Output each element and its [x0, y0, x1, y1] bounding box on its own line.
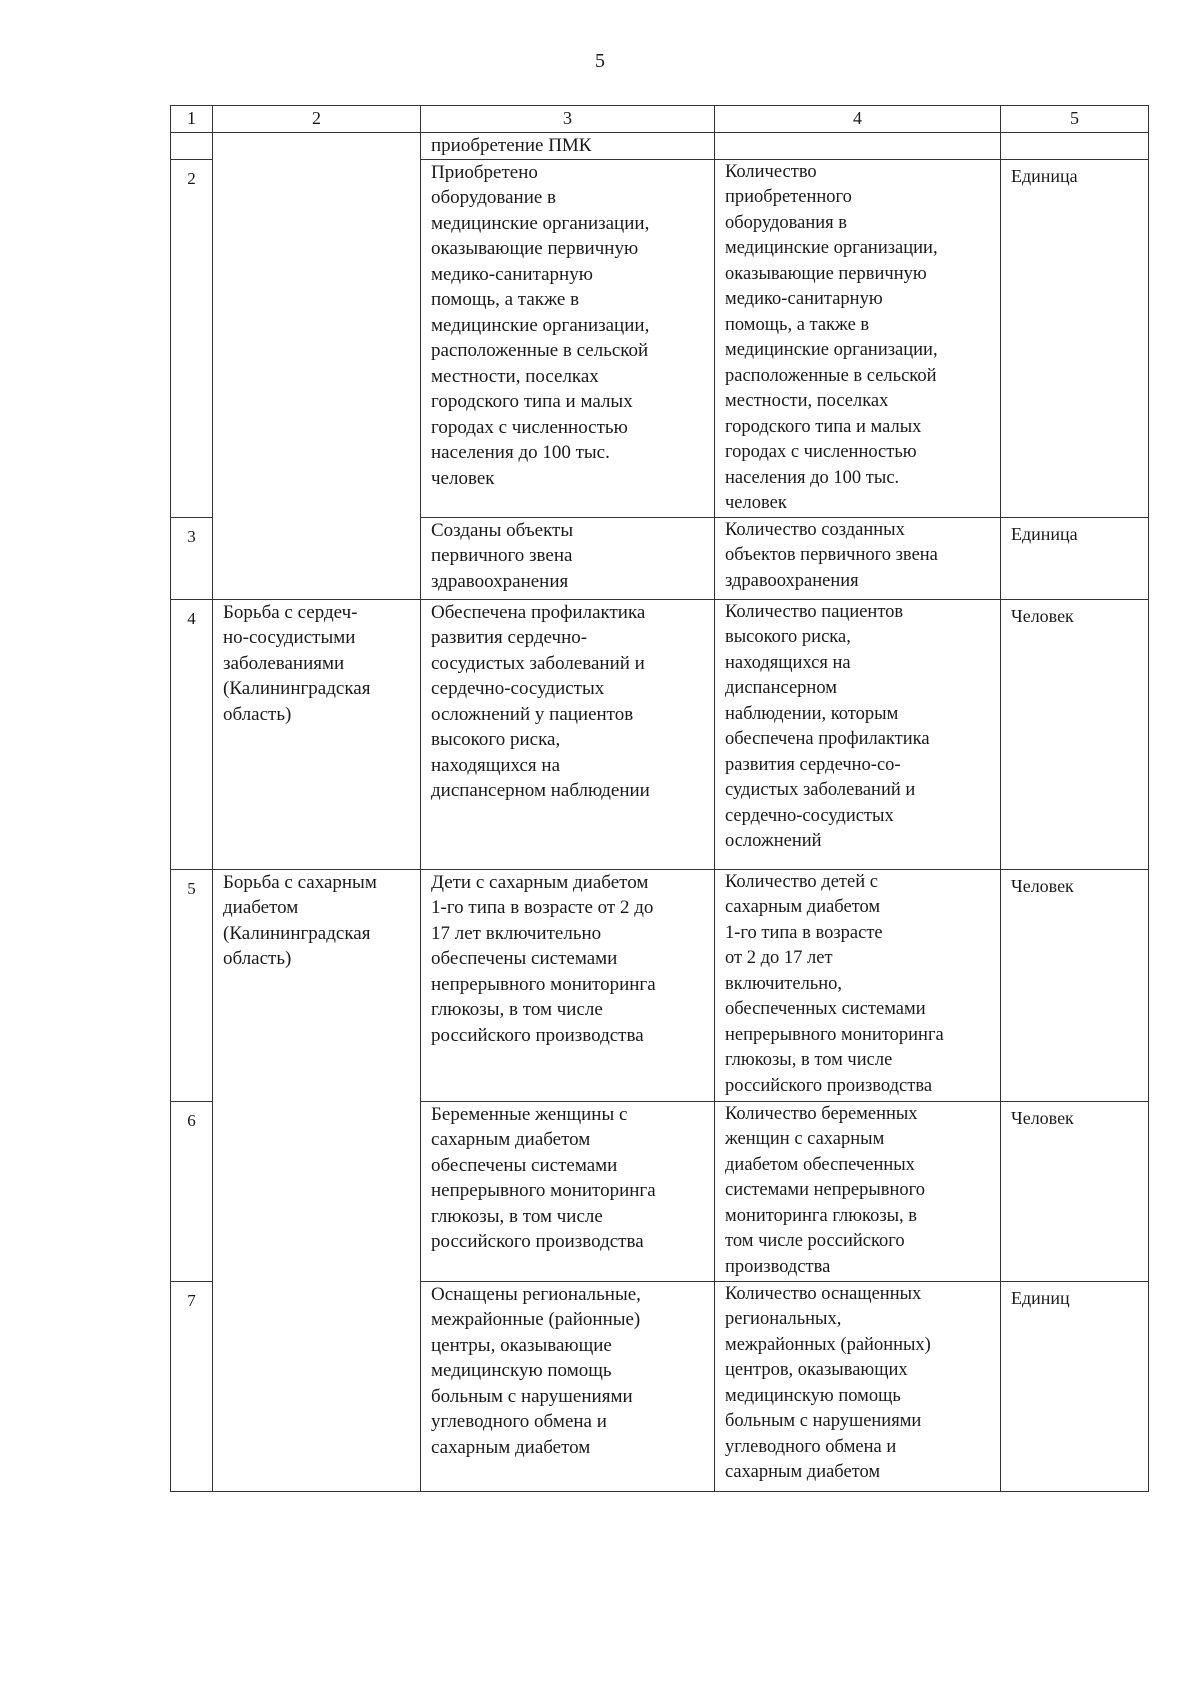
- indicator-cell: Количество оснащенных региональных, межрайонных (районных) центров, оказывающих медицинскую помощь больным с нарушениями углеводного обмена и сахарным диабетом: [715, 1281, 1001, 1491]
- result-cell: Дети с сахарным диабетом 1-го типа в возрасте от 2 до 17 лет включительно обеспечены системами непрерывного мониторинга глюкозы, в том числе российского производства: [421, 869, 715, 1101]
- row-number: 7: [171, 1281, 213, 1491]
- result-cell: Оснащены региональные, межрайонные (районные) центры, оказывающие медицинскую помощь больным с нарушениями углеводного обмена и сахарным диабетом: [421, 1281, 715, 1491]
- result-cell: приобретение ПМК: [421, 133, 715, 160]
- indicator-cell: Количество пациентов высокого риска, находящихся на диспансерном наблюдении, которым обеспечена профилактика развития сердечно-со- судистых заболеваний и сердечно-сосудистых осложнений: [715, 599, 1001, 869]
- project-cell: [213, 133, 421, 600]
- table-row: [171, 133, 1149, 160]
- result-cell: Обеспечена профилактика развития сердечно- сосудистых заболеваний и сердечно-сосудистых осложнений у пациентов высокого риска, находящихся на диспансерном наблюдении: [421, 599, 715, 869]
- unit-cell: [1001, 133, 1149, 160]
- unit-cell: Человек: [1001, 1101, 1149, 1281]
- project-cell: Борьба с сахарным диабетом (Калининградская область): [213, 869, 421, 1491]
- row-number: 6: [171, 1101, 213, 1281]
- table-row: [171, 869, 1149, 1101]
- indicator-cell: Количество детей с сахарным диабетом 1-го типа в возрасте от 2 до 17 лет включительно, обеспеченных системами непрерывного мониторинга глюкозы, в том числе российского производства: [715, 869, 1001, 1101]
- unit-cell: Единиц: [1001, 1281, 1149, 1491]
- row-number: 2: [171, 159, 213, 517]
- project-cell: Борьба с сердеч- но-сосудистыми заболеваниями (Калининградская область): [213, 599, 421, 869]
- indicator-cell: Количество созданных объектов первичного звена здравоохранения: [715, 517, 1001, 599]
- result-cell: Беременные женщины с сахарным диабетом обеспечены системами непрерывного мониторинга глюкозы, в том числе российского производства: [421, 1101, 715, 1281]
- page-number: 5: [595, 50, 605, 72]
- header-col-5: 5: [1001, 106, 1149, 133]
- unit-cell: Единица: [1001, 159, 1149, 517]
- unit-cell: Человек: [1001, 599, 1149, 869]
- row-number: 4: [171, 599, 213, 869]
- results-table: [170, 105, 1149, 1492]
- unit-cell: Человек: [1001, 869, 1149, 1101]
- result-cell: Созданы объекты первичного звена здравоохранения: [421, 517, 715, 599]
- header-col-4: 4: [715, 106, 1001, 133]
- row-number: [171, 133, 213, 160]
- result-cell: Приобретено оборудование в медицинские организации, оказывающие первичную медико-санитарную помощь, а также в медицинские организации, расположенные в сельской местности, поселках городского типа и малых городах с численностью населения до 100 тыс. человек: [421, 159, 715, 517]
- row-number: 5: [171, 869, 213, 1101]
- indicator-cell: Количество беременных женщин с сахарным диабетом обеспеченных системами непрерывного мониторинга глюкозы, в том числе российского производства: [715, 1101, 1001, 1281]
- table-header-row: [171, 106, 1149, 133]
- indicator-cell: Количество приобретенного оборудования в медицинские организации, оказывающие первичную медико-санитарную помощь, а также в медицинские организации, расположенные в сельской местности, поселках городского типа и малых городах с численностью населения до 100 тыс. человек: [715, 159, 1001, 517]
- indicator-cell: [715, 133, 1001, 160]
- header-col-2: 2: [213, 106, 421, 133]
- row-number: 3: [171, 517, 213, 599]
- header-col-1: 1: [171, 106, 213, 133]
- table-row: [171, 599, 1149, 869]
- unit-cell: Единица: [1001, 517, 1149, 599]
- header-col-3: 3: [421, 106, 715, 133]
